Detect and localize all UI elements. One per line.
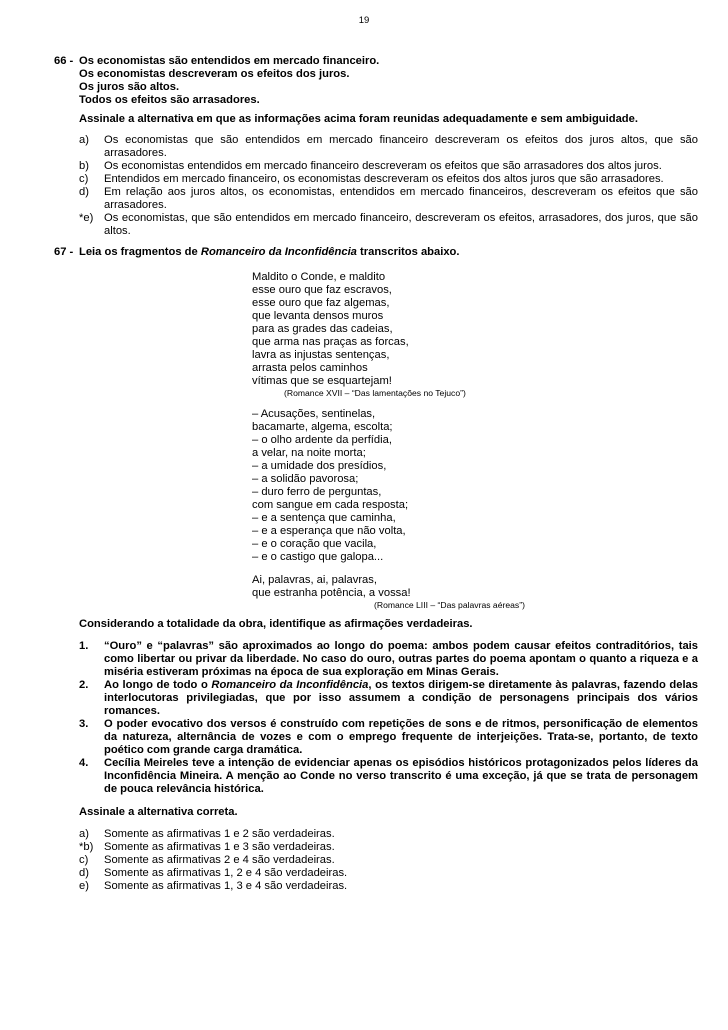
premise: Todos os efeitos são arrasadores.: [79, 94, 260, 106]
poem-line: que arma nas praças as forcas,: [252, 336, 409, 348]
poem-line: Ai, palavras, ai, palavras,: [252, 574, 377, 586]
question-instruction-2: Assinale a alternativa correta.: [79, 806, 238, 818]
poem-line: – e o coração que vacila,: [252, 538, 377, 550]
question-67-body: [54, 618, 698, 893]
work-title: Romanceiro da Inconfidência: [211, 679, 369, 691]
option-c[interactable]: c) Somente as afirmativas 2 e 4 são verdadeiras.: [79, 854, 335, 866]
work-title: Romanceiro da Inconfidência: [200, 246, 357, 258]
option-d[interactable]: d) Somente as afirmativas 1, 2 e 4 são verdadeiras.: [79, 867, 348, 879]
option-b[interactable]: b) Os economistas entendidos em mercado financeiro descreveram os efeitos que são arrasadores dos altos juros.: [79, 160, 662, 172]
statement-2: 2. Ao longo de todo o Romanceiro da Inconfidência, os textos dirigem-se diretamente às palavras, fazendo delas interlocutoras privilegiadas, que por isso assumem a condição de personagens principais dos vários romances.: [79, 679, 698, 717]
statements-list: [54, 640, 698, 796]
question-66: [54, 55, 698, 238]
question-67-intro: [54, 246, 698, 259]
question-instruction: Assinale a alternativa em que as informações acima foram reunidas adequadamente e sem ambiguidade.: [79, 113, 638, 125]
premise: Os juros são altos.: [79, 81, 180, 93]
poem-line: para as grades das cadeias,: [252, 323, 393, 335]
option-e[interactable]: *e) Os economistas, que são entendidos em mercado financeiro, descreveram os efeitos, arrasadores, dos juros, que são altos.: [79, 212, 698, 237]
poem-line: – a umidade dos presídios,: [252, 460, 387, 472]
premise: Os economistas descreveram os efeitos dos juros.: [79, 68, 350, 80]
poem-line: arrasta pelos caminhos: [252, 362, 368, 374]
poem-line: com sangue em cada resposta;: [252, 499, 409, 511]
poem-line: que levanta densos muros: [252, 310, 384, 322]
poem-line: – a solidão pavorosa;: [252, 473, 359, 485]
option-e[interactable]: e) Somente as afirmativas 1, 3 e 4 são verdadeiras.: [79, 880, 348, 892]
question-number: 67 -: [54, 246, 74, 258]
option-a[interactable]: a) Somente as afirmativas 1 e 2 são verdadeiras.: [79, 828, 335, 840]
options-list: [54, 828, 698, 893]
poem-line: vítimas que se esquartejam!: [252, 375, 392, 387]
statement-4: 4. Cecília Meireles teve a intenção de evidenciar apenas os episódios históricos protagonizados pelos líderes da Inconfidência Mineira. A menção ao Conde no verso transcrito é uma exceção, já que se trata de personagem de pouca relevância histórica.: [79, 757, 698, 795]
question-instruction: Considerando a totalidade da obra, identifique as afirmações verdadeiras.: [79, 618, 473, 630]
premise: Os economistas são entendidos em mercado financeiro.: [79, 55, 380, 67]
option-a[interactable]: a) Os economistas que são entendidos em mercado financeiro descreveram os efeitos dos juros altos, que são arrasadores.: [79, 134, 698, 159]
page-number: 19: [358, 15, 370, 26]
question-number: 66 -: [54, 55, 74, 67]
poem-line: – o olho ardente da perfídia,: [252, 434, 392, 446]
poem-line: esse ouro que faz algemas,: [252, 297, 390, 309]
statement-3: 3. O poder evocativo dos versos é construído com repetições de sons e de ritmos, personificação de elementos da natureza, alternância de vozes e com o emprego frequente de interjeições. Trata-se, portanto, de texto poético com grande carga dramática.: [79, 718, 698, 756]
poem-line: lavra as injustas sentenças,: [252, 349, 390, 361]
poem-citation: (Romance LIII – “Das palavras aéreas”): [374, 600, 525, 610]
poem-line: a velar, na noite morta;: [252, 447, 366, 459]
poem-line: que estranha potência, a vossa!: [252, 587, 411, 599]
poem-fragment-3: [252, 574, 612, 611]
poem-line: – e a esperança que não volta,: [252, 525, 406, 537]
poem-line: – duro ferro de perguntas,: [252, 486, 382, 498]
option-b[interactable]: *b) Somente as afirmativas 1 e 3 são verdadeiras.: [79, 841, 335, 853]
poem-line: – Acusações, sentinelas,: [252, 408, 376, 420]
premises: [79, 55, 698, 107]
poem-line: esse ouro que faz escravos,: [252, 284, 392, 296]
question-intro: Leia os fragmentos de Romanceiro da Inconfidência transcritos abaixo.: [79, 246, 460, 258]
statement-1: 1. “Ouro” e “palavras” são aproximados ao longo do poema: ambos podem causar efeitos contraditórios, tais como libertar ou privar da liberdade. No caso do ouro, outras partes do poema apontam o quanto a riqueza e a miséria estiveram próximas na época de sua exploração em Minas Gerais.: [79, 640, 698, 678]
poem-line: bacamarte, algema, escolta;: [252, 421, 393, 433]
option-c[interactable]: c) Entendidos em mercado financeiro, os economistas descreveram os efeitos dos altos juros que são arrasadores.: [79, 173, 664, 185]
poem-fragment-2: [252, 408, 612, 564]
poem-line: Maldito o Conde, e maldito: [252, 271, 386, 283]
poem-line: – e a sentença que caminha,: [252, 512, 396, 524]
options-list: [54, 134, 698, 238]
poem-line: – e o castigo que galopa...: [252, 551, 384, 563]
poem-fragment-1: [252, 271, 612, 399]
poem-citation: (Romance XVII – “Das lamentações no Tejuco”): [284, 388, 466, 398]
option-d[interactable]: d) Em relação aos juros altos, os economistas, entendidos em mercado financeiros, descreveram os efeitos que são arrasadores.: [79, 186, 698, 211]
